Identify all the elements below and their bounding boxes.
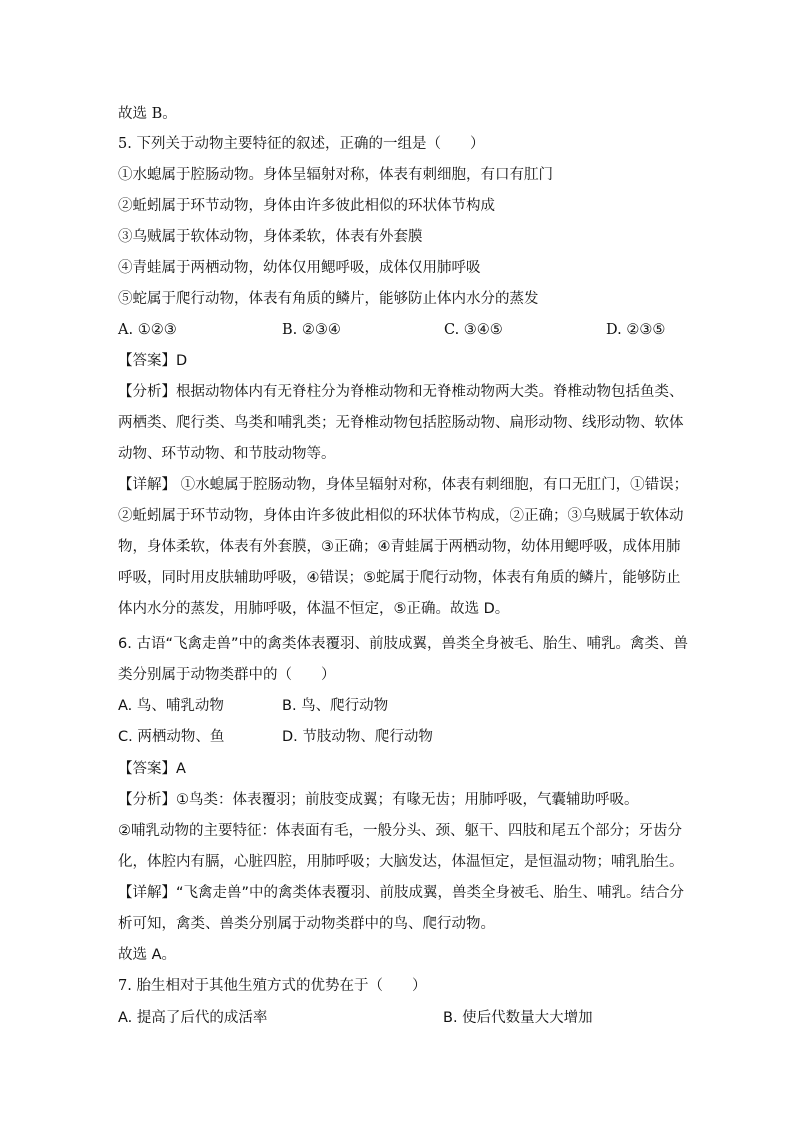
q6-option-a: A. 鸟、哺乳动物 — [118, 698, 224, 714]
detail-line: ②蚯蚓属于环节动物，身体由许多彼此相似的环状体节构成，②正确；③乌贼属于软体动 — [118, 508, 684, 524]
text-line: 故选 A。 — [118, 947, 177, 963]
text-line: 故选 B。 — [118, 106, 177, 122]
detail-line: 【详解】“飞禽走兽”中的禽类体表覆羽、前肢成翼，兽类全身被毛、胎生、哺乳。结合分 — [118, 885, 685, 901]
detail-line: 析可知，禽类、兽类分别属于动物类群中的鸟、爬行动物。 — [118, 916, 495, 932]
analysis-line: 化，体腔内有膈，心脏四腔，用肺呼吸；大脑发达，体温恒定，是恒温动物；哺乳胎生。 — [118, 854, 684, 870]
q7-option-b: B. 使后代数量大大增加 — [443, 1010, 593, 1026]
statement-2: ②蚯蚓属于环节动物，身体由许多彼此相似的环状体节构成 — [118, 198, 495, 214]
answer-label: 【答案】A — [118, 761, 186, 777]
detail-line: 呼吸，同时用皮肤辅助呼吸，④错误；⑤蛇属于爬行动物，体表有角质的鳞片，能够防止 — [118, 570, 681, 586]
analysis-line: 动物、环节动物、和节肢动物等。 — [118, 446, 336, 462]
question-5-stem: 5. 下列关于动物主要特征的叙述，正确的一组是（ ） — [118, 136, 485, 152]
question-7-stem: 7. 胎生相对于其他生殖方式的优势在于（ ） — [118, 978, 427, 994]
q7-option-a: A. 提高了后代的成活率 — [118, 1010, 268, 1026]
answer-label: 【答案】D — [118, 353, 188, 369]
statement-4: ④青蛙属于两栖动物，幼体仅用鳃呼吸，成体仅用肺呼吸 — [118, 260, 481, 276]
q6-option-c: C. 两栖动物、鱼 — [118, 729, 225, 745]
analysis-line: 【分析】①鸟类：体表覆羽；前肢变成翼；有喙无齿；用肺呼吸，气囊辅助呼吸。 — [118, 792, 639, 808]
detail-line: 物，身体柔软，体表有外套膜，③正确；④青蛙属于两栖动物，幼体用鳃呼吸，成体用肺 — [118, 539, 681, 555]
q5-option-a: A. ①②③ — [118, 322, 177, 338]
analysis-line: 两栖类、爬行类、鸟类和哺乳类；无脊椎动物包括腔肠动物、扁形动物、线形动物、软体 — [118, 415, 684, 431]
q6-option-d: D. 节肢动物、爬行动物 — [282, 729, 433, 745]
question-6-stem: 类分别属于动物类群中的（ ） — [118, 667, 336, 683]
question-6-stem: 6. 古语“飞禽走兽”中的禽类体表覆羽、前肢成翼，兽类全身被毛、胎生、哺乳。禽类、兽 — [118, 636, 688, 652]
analysis-line: ②哺乳动物的主要特征：体表面有毛，一般分头、颈、躯干、四肢和尾五个部分；牙齿分 — [118, 823, 682, 839]
detail-line: 【详解】 ①水螅属于腔肠动物，身体呈辐射对称，体表有刺细胞，有口无肛门，①错误； — [118, 477, 689, 493]
statement-3: ③乌贼属于软体动物，身体柔软，体表有外套膜 — [118, 229, 423, 245]
q5-option-b: B. ②③④ — [282, 322, 341, 338]
statement-5: ⑤蛇属于爬行动物，体表有角质的鳞片，能够防止体内水分的蒸发 — [118, 291, 539, 307]
statement-1: ①水螅属于腔肠动物。身体呈辐射对称，体表有刺细胞，有口有肛门 — [118, 167, 553, 183]
q6-option-b: B. 鸟、爬行动物 — [282, 698, 389, 714]
analysis-line: 【分析】根据动物体内有无脊柱分为脊椎动物和无脊椎动物两大类。脊椎动物包括鱼类、 — [118, 384, 684, 400]
q5-option-d: D. ②③⑤ — [606, 322, 666, 338]
q5-option-c: C. ③④⑤ — [444, 322, 503, 338]
detail-line: 体内水分的蒸发，用肺呼吸，体温不恒定，⑤正确。故选 D。 — [118, 601, 510, 617]
